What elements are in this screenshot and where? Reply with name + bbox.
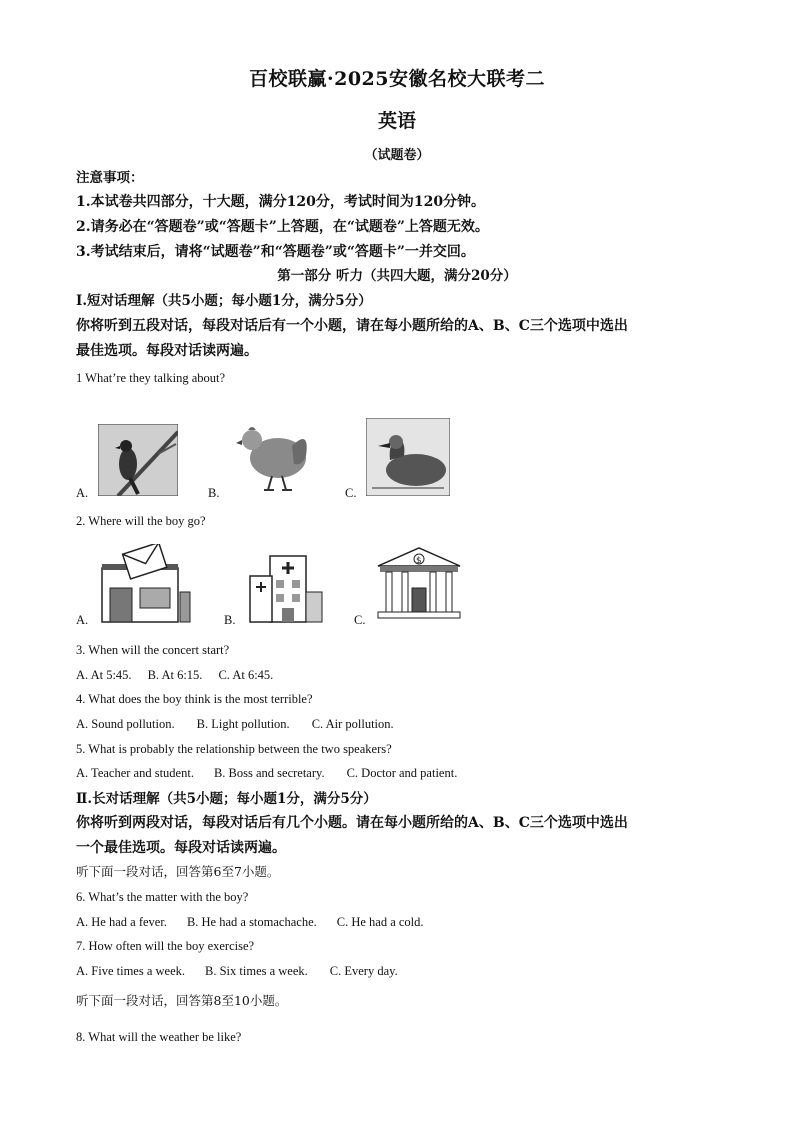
q2-label-c: C. bbox=[354, 613, 366, 627]
q8-stem: 8. What will the weather be like? bbox=[76, 1030, 242, 1044]
q6-stem: 6. What’s the matter with the boy? bbox=[76, 890, 249, 904]
q1-label-c: C. bbox=[345, 486, 357, 500]
q3-option-b: B. At 6:15. bbox=[147, 668, 203, 682]
duck-icon bbox=[366, 418, 450, 496]
section1-instruction-line2: 最佳选项。每段对话读两遍。 bbox=[76, 343, 258, 359]
bird-on-branch-icon bbox=[98, 424, 178, 496]
section1-heading: Ⅰ.短对话理解（共5小题；每小题1分，满分5分） bbox=[76, 293, 372, 309]
q7-option-c: C. Every day. bbox=[329, 964, 398, 978]
q6-option-b: B. He had a stomachache. bbox=[186, 915, 317, 929]
notice-item-2: 2.请务必在“答题卷”或“答题卡”上答题，在“试题卷”上答题无效。 bbox=[76, 219, 489, 235]
q7-option-b: B. Six times a week. bbox=[205, 964, 308, 978]
hen-icon bbox=[232, 418, 312, 494]
q5-stem: 5. What is probably the relationship between the two speakers? bbox=[76, 742, 392, 756]
q4-options bbox=[76, 716, 410, 732]
q5-option-a: A. Teacher and student. bbox=[76, 766, 194, 780]
q4-stem: 4. What does the boy think is the most terrible? bbox=[76, 692, 313, 706]
section2-heading: Ⅱ.长对话理解（共5小题；每小题1分，满分5分） bbox=[76, 791, 377, 807]
dialog2-intro: 听下面一段对话，回答第8至10小题。 bbox=[76, 993, 288, 1008]
paper-type: （试题卷） bbox=[364, 148, 430, 163]
part1-heading: 第一部分 听力（共四大题，满分20分） bbox=[277, 268, 517, 284]
notice-item-3: 3.考试结束后，请将“试题卷”和“答题卷”或“答题卡”一并交回。 bbox=[76, 244, 475, 260]
bank-icon bbox=[374, 544, 464, 622]
exam-title: 百校联赢·2025安徽名校大联考二 bbox=[249, 68, 545, 90]
q7-option-a: A. Five times a week. bbox=[76, 964, 186, 978]
q1-stem: 1 What’re they talking about? bbox=[76, 371, 226, 385]
svg-text:$: $ bbox=[416, 556, 422, 566]
q3-option-c: C. At 6:45. bbox=[218, 668, 274, 682]
q4-option-c: C. Air pollution. bbox=[311, 717, 394, 731]
q7-stem: 7. How often will the boy exercise? bbox=[76, 939, 255, 953]
section2-instruction-line1: 你将听到两段对话，每段对话后有几个小题。请在每小题所给的A、B、C三个选项中选出 bbox=[76, 815, 628, 831]
notice-item-1: 1.本试卷共四部分，十大题，满分120分，考试时间为120分钟。 bbox=[76, 194, 486, 210]
q4-option-b: B. Light pollution. bbox=[196, 717, 290, 731]
q3-stem: 3. When will the concert start? bbox=[76, 643, 230, 657]
q5-option-b: B. Boss and secretary. bbox=[213, 766, 325, 780]
q3-option-a: A. At 5:45. bbox=[76, 668, 132, 682]
hospital-icon bbox=[246, 552, 324, 624]
q1-label-a: A. bbox=[76, 486, 89, 500]
q6-option-a: A. He had a fever. bbox=[76, 915, 167, 929]
q6-options bbox=[76, 914, 440, 930]
section2-instruction-line2: 一个最佳选项。每段对话读两遍。 bbox=[76, 840, 286, 856]
q3-options bbox=[76, 667, 289, 683]
section1-instruction-line1: 你将听到五段对话，每段对话后有一个小题，请在每小题所给的A、B、C三个选项中选出 bbox=[76, 318, 628, 334]
q5-options bbox=[76, 765, 473, 781]
q6-option-c: C. He had a cold. bbox=[336, 915, 424, 929]
post-office-icon bbox=[100, 544, 192, 624]
q5-option-c: C. Doctor and patient. bbox=[346, 766, 458, 780]
q2-label-a: A. bbox=[76, 613, 89, 627]
subject-title: 英语 bbox=[377, 110, 416, 132]
q2-stem: 2. Where will the boy go? bbox=[76, 514, 206, 528]
q2-label-b: B. bbox=[224, 613, 236, 627]
q7-options bbox=[76, 963, 414, 979]
dialog1-intro: 听下面一段对话，回答第6至7小题。 bbox=[76, 864, 280, 879]
q1-label-b: B. bbox=[208, 486, 220, 500]
q4-option-a: A. Sound pollution. bbox=[76, 717, 175, 731]
notice-heading: 注意事项： bbox=[76, 170, 144, 186]
